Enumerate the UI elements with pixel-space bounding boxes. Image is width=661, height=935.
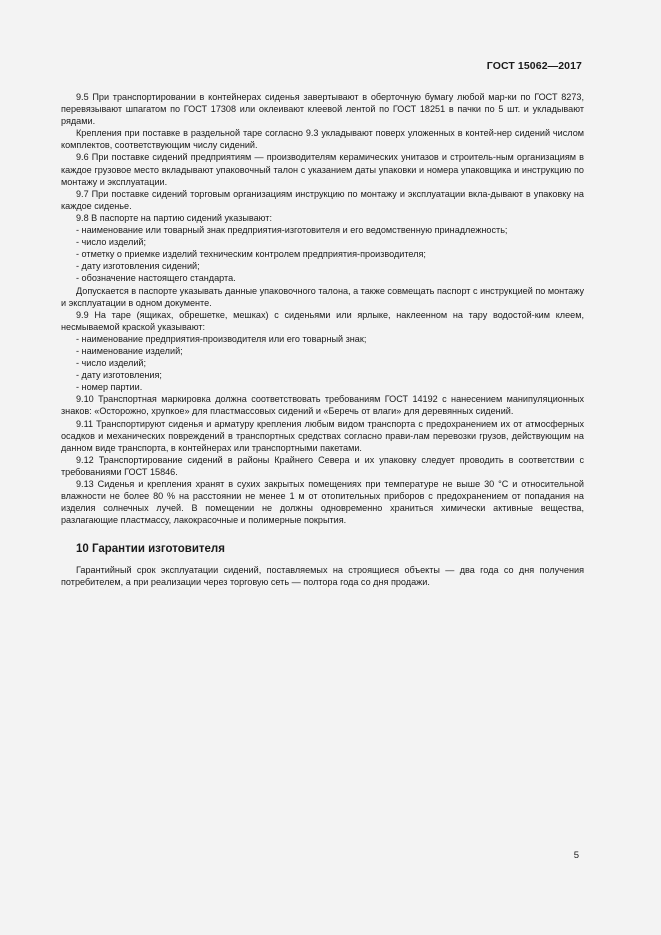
paragraph-9-8: 9.8 В паспорте на партию сидений указывают:	[76, 212, 272, 223]
paragraph-9-7: 9.7 При поставке сидений торговым организациям инструкцию по монтажу и эксплуатации вкла-дывают в упаковку на каждое сиденье.	[61, 188, 584, 211]
list-item: - наименование предприятия-производителя или его товарный знак;	[76, 333, 367, 344]
list-item: - обозначение настоящего стандарта.	[76, 273, 236, 284]
paragraph-fastening: Крепления при поставке в раздельной таре согласно 9.3 укладывают поверх уложенных в контей-нер сидений числом комплектов, соответствующим числу сидений.	[61, 128, 584, 151]
document-body	[61, 91, 584, 589]
paragraph-9-10: 9.10 Транспортная маркировка должна соответствовать требованиям ГОСТ 14192 с нанесением манипуляционных знаков: «Осторожно, хрупкое» для пластмассовых сидений и «Беречь от влаги» для деревянных сидений.	[61, 394, 584, 417]
section-10-title: 10 Гарантии изготовителя	[76, 543, 225, 556]
list-item: - дату изготовления;	[76, 370, 162, 381]
paragraph-9-9: 9.9 На таре (ящиках, обрешетке, мешках) с сиденьями или ярлыке, наклеенном на тару водостой-ким клеем, несмываемой краской указывают:	[61, 309, 584, 332]
list-item: - наименование изделий;	[76, 345, 183, 356]
paragraph-9-5: 9.5 При транспортировании в контейнерах сиденья завертывают в оберточную бумагу любой мар-ки по ГОСТ 8273, перевязывают шпагатом по ГОСТ 17308 или оклеивают клеевой лентой по ГОСТ 18251 в пачки по 5 шт. и укладывают рядами.	[61, 92, 584, 127]
list-item: - отметку о приемке изделий техническим контролем предприятия-производителя;	[76, 249, 426, 260]
paragraph-9-11: 9.11 Транспортируют сиденья и арматуру крепления любым видом транспорта с предохранением их от атмосферных осадков и механических повреждений в транспортных средствах согласно прави-лам перевозки грузов, действующим на данном виде транспорта, в контейнерах или транспортными пакетами.	[61, 418, 584, 453]
list-item: - номер партии.	[76, 382, 143, 393]
section-10-text: Гарантийный срок эксплуатации сидений, поставляемых на строящиеся объекты — два года со дня получения потребителем, а при реализации через торговую сеть — полтора года со дня продажи.	[61, 565, 584, 588]
list-item: - наименование или товарный знак предприятия-изготовителя и его ведомственную принадлежность;	[76, 225, 508, 236]
list-item: - число изделий;	[76, 237, 147, 248]
page-number: 5	[573, 850, 579, 861]
paragraph-passport: Допускается в паспорте указывать данные упаковочного талона, а также совмещать паспорт с инструкцией по монтажу и эксплуатации в одном документе.	[61, 285, 585, 308]
paragraph-9-12: 9.12 Транспортирование сидений в районы Крайнего Севера и их упаковку следует проводить в соответствии с требованиями ГОСТ 15846.	[61, 454, 584, 477]
paragraph-9-6: 9.6 При поставке сидений предприятиям — производителям керамических унитазов и строитель-ным организациям в каждое грузовое место вкладывают упаковочный талон с указанием даты упаковки и номера упаковщика и инструкцию по монтажу и эксплуатации.	[61, 152, 584, 187]
paragraph-9-13: 9.13 Сиденья и крепления хранят в сухих закрытых помещениях при температуре не выше 30 °С и относительной влажности не более 80 % на расстоянии не менее 1 м от отопительных приборов с предохранением от попадания на изделия солнечных лучей. В помещении не должны одновременно храниться химически активные вещества, разлагающие пластмассу, лакокрасочные и полимерные покрытия.	[61, 479, 584, 526]
document-code-header: ГОСТ 15062—2017	[486, 60, 582, 72]
list-item: - дату изготовления сидений;	[76, 261, 200, 272]
list-item: - число изделий;	[76, 358, 147, 369]
